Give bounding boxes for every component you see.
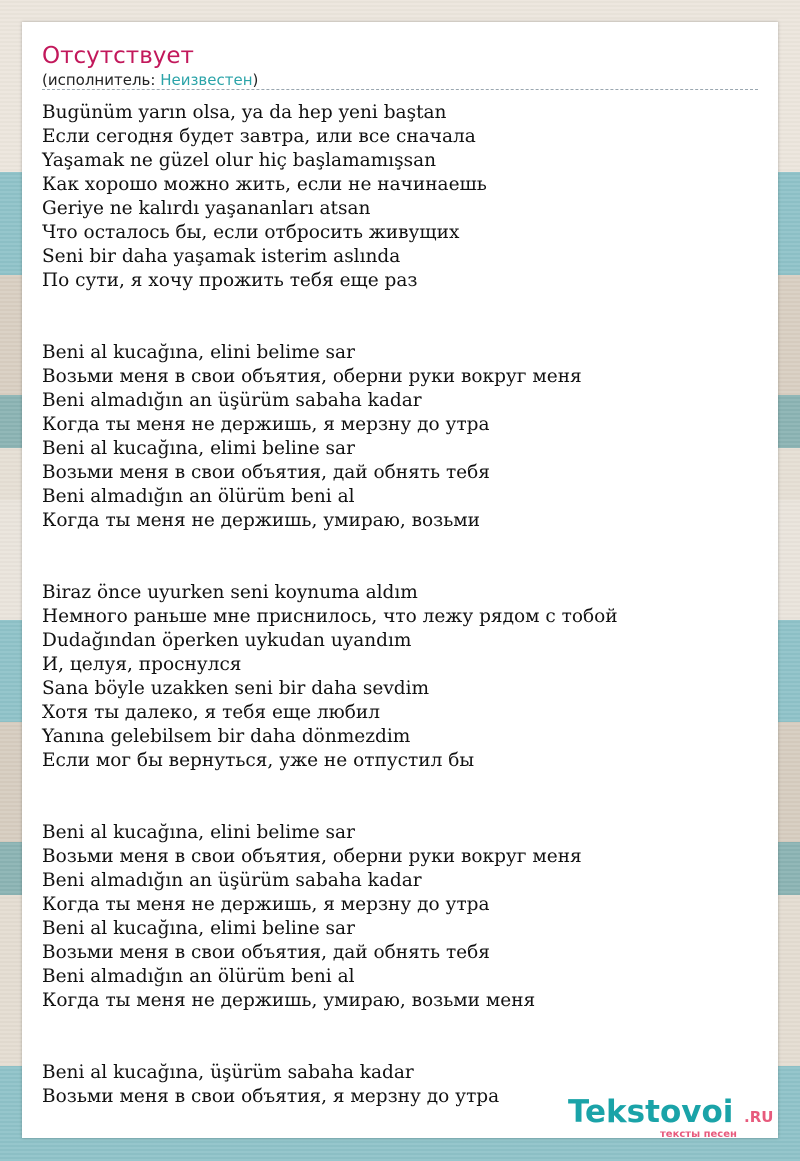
- lyric-line: Yaşamak ne güzel olur hiç başlamamışsan: [42, 150, 437, 171]
- lyrics-body: [42, 101, 758, 1157]
- site-logo[interactable]: [568, 1094, 778, 1138]
- lyric-line: Beni almadığın an ölürüm beni al: [42, 966, 355, 987]
- lyric-line: Когда ты меня не держишь, умираю, возьми меня: [42, 990, 536, 1011]
- lyrics-stanza: [42, 341, 758, 533]
- lyric-line: Seni bir daha yaşamak isterim aslında: [42, 246, 401, 267]
- lyric-line: Возьми меня в свои объятия, оберни руки вокруг меня: [42, 366, 582, 387]
- lyric-line: И, целуя, проснулся: [42, 654, 242, 675]
- lyric-line: По сути, я хочу прожить тебя еще раз: [42, 270, 418, 291]
- lyric-line: Как хорошо можно жить, если не начинаешь: [42, 174, 487, 195]
- lyrics-stanza: [42, 101, 758, 293]
- lyric-line: Beni almadığın an ölürüm beni al: [42, 486, 355, 507]
- lyric-line: Beni almadığın an üşürüm sabaha kadar: [42, 390, 422, 411]
- artist-line: [42, 70, 258, 90]
- lyric-line: Когда ты меня не держишь, я мерзну до утра: [42, 414, 490, 435]
- lyric-line: Возьми меня в свои объятия, дай обнять тебя: [42, 462, 490, 483]
- lyric-line: Beni al kucağına, elini belime sar: [42, 822, 355, 843]
- lyric-line: Что осталось бы, если отбросить живущих: [42, 222, 460, 243]
- lyric-line: Возьми меня в свои объятия, оберни руки вокруг меня: [42, 846, 582, 867]
- lyric-line: Beni al kucağına, elini belime sar: [42, 342, 355, 363]
- lyric-line: Geriye ne kalırdı yaşananları atsan: [42, 198, 371, 219]
- lyrics-card: [22, 22, 778, 1138]
- lyric-line: Когда ты меня не держишь, я мерзну до утра: [42, 894, 490, 915]
- lyrics-stanza: [42, 581, 758, 773]
- lyric-line: Возьми меня в свои объятия, дай обнять тебя: [42, 942, 490, 963]
- lyric-line: Хотя ты далеко, я тебя еще любил: [42, 702, 380, 723]
- lyric-line: Если мог бы вернуться, уже не отпустил бы: [42, 750, 475, 771]
- lyric-line: Bugünüm yarın olsa, ya da hep yeni baştan: [42, 102, 447, 123]
- lyric-line: Возьми меня в свои объятия, я мерзну до утра: [42, 1086, 500, 1107]
- title-divider: [42, 89, 758, 90]
- logo-tagline: тексты песен: [660, 1129, 737, 1140]
- lyrics-stanza: [42, 821, 758, 1013]
- lyric-line: Когда ты меня не держишь, умираю, возьми: [42, 510, 481, 531]
- lyric-line: Beni al kucağına, elimi beline sar: [42, 438, 355, 459]
- artist-suffix: ): [252, 71, 259, 89]
- lyric-line: Biraz önce uyurken seni koynuma aldım: [42, 582, 418, 603]
- lyric-line: Dudağından öperken uykudan uyandım: [42, 630, 412, 651]
- lyric-line: Beni al kucağına, elimi beline sar: [42, 918, 355, 939]
- lyric-line: Немного раньше мне приснилось, что лежу рядом с тобой: [42, 606, 618, 627]
- logo-tld: .RU: [744, 1108, 774, 1126]
- lyric-line: Если сегодня будет завтра, или все сначала: [42, 126, 476, 147]
- artist-prefix: (исполнитель:: [42, 71, 161, 89]
- artist-link[interactable]: Неизвестен: [160, 71, 253, 89]
- lyric-line: Beni al kucağına, üşürüm sabaha kadar: [42, 1062, 414, 1083]
- song-title: Отсутствует: [42, 43, 194, 69]
- lyric-line: Beni almadığın an üşürüm sabaha kadar: [42, 870, 422, 891]
- lyric-line: Sana böyle uzakken seni bir daha sevdim: [42, 678, 430, 699]
- logo-name: Tekstovoi: [568, 1094, 734, 1130]
- lyric-line: Yanına gelebilsem bir daha dönmezdim: [42, 726, 411, 747]
